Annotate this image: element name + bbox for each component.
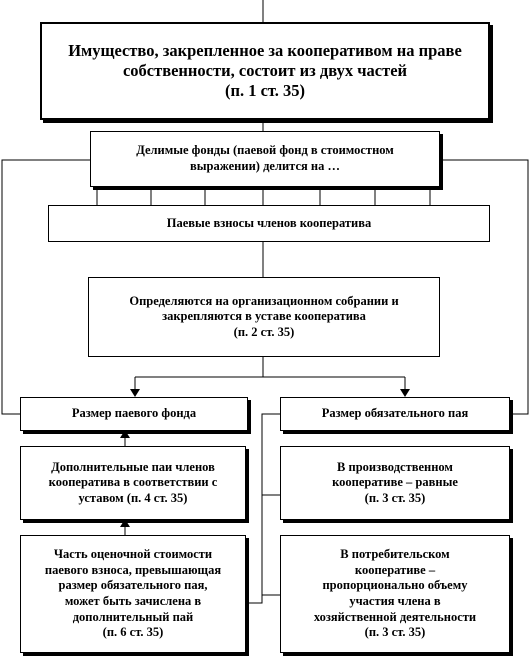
production-coop-box — [280, 446, 510, 520]
arrow-head-left-branch — [130, 389, 140, 397]
arrow-head-up-1 — [120, 430, 130, 438]
share-contributions-box — [48, 205, 490, 242]
share-contributions-text: Паевые взносы членов кооператива — [166, 215, 372, 230]
consumer-coop-text: В потребительском кооперативе – пропорционально объему участия члена в хозяйственной деятельности (п. 3 ст. 35) — [313, 547, 477, 640]
additional-shares-box — [20, 446, 246, 520]
share-fund-size-text: Размер паевого фонда — [71, 406, 197, 421]
connector-left-bracket — [2, 160, 90, 414]
divisible-funds-box — [90, 131, 440, 187]
arrow-head-right-branch — [400, 389, 410, 397]
determined-box — [88, 277, 440, 357]
connector-right-bracket — [440, 160, 528, 414]
mandatory-share-size-box — [280, 397, 510, 431]
share-fund-size-box — [20, 397, 248, 431]
main-property-text: Имущество, закрепленное за кооперативом на праве собственности, состоит из двух частей (п. 1 ст. 35) — [68, 40, 462, 101]
mandatory-share-size-text: Размер обязательного пая — [321, 406, 469, 421]
main-property-box — [40, 22, 490, 120]
determined-text: Определяются на организационном собрании и закрепляются в уставе кооператива (п. 2 ст. 35) — [129, 293, 399, 339]
additional-shares-text: Дополнительные паи членов кооператива в соответствии с уставом (п. 4 ст. 35) — [48, 459, 218, 505]
appraised-value-part-text: Часть оценочной стоимости паевого взноса, превышающая размер обязательного пая, может быть зачислена в дополнительный пай (п. 6 ст. 35) — [44, 547, 222, 640]
production-coop-text: В производственном кооперативе – равные (п. 3 ст. 35) — [332, 459, 458, 505]
arrow-head-up-2 — [120, 519, 130, 527]
divisible-funds-text: Делимые фонды (паевой фонд в стоимостном выражении) делится на … — [136, 143, 394, 173]
consumer-coop-box — [280, 535, 510, 653]
connector-mandatory-split — [246, 414, 280, 603]
appraised-value-part-box — [20, 535, 246, 653]
